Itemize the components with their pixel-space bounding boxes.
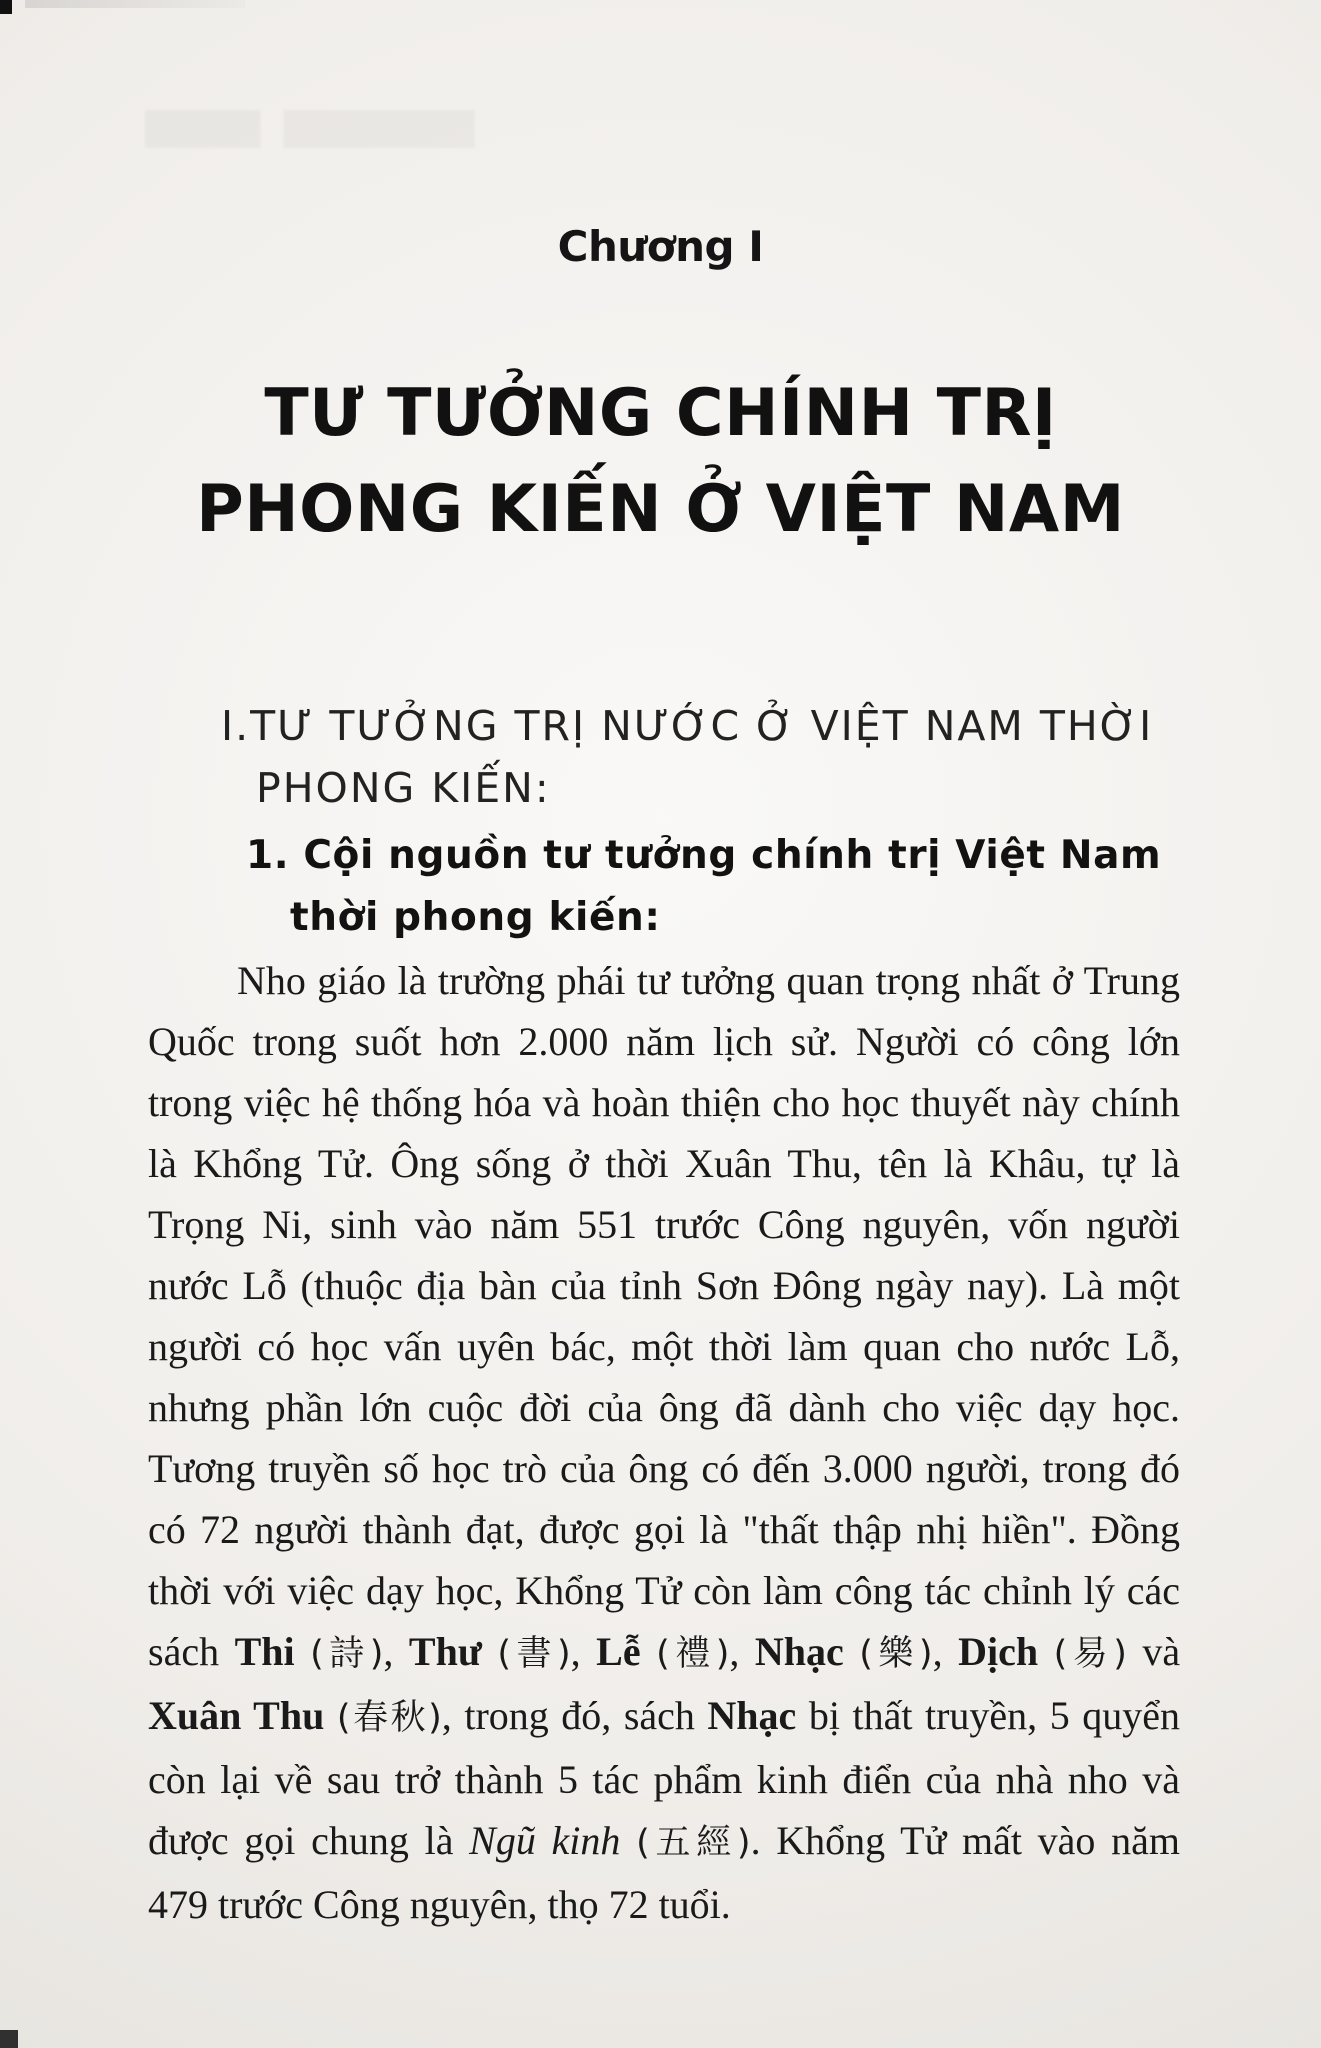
paragraph-line: nước Lỗ (thuộc địa bàn của tỉnh Sơn Đông ngày nay). Là một: [148, 1263, 1180, 1308]
book-title-thu: Thư: [408, 1629, 482, 1674]
paragraph-line: thời với việc dạy học, Khổng Tử còn làm công tác chỉnh lý các: [148, 1568, 1180, 1613]
section-heading-line-1: I.TƯ TƯỞNG TRỊ NƯỚC Ở VIỆT NAM THỜI: [221, 702, 1154, 750]
chinese-characters: (春秋): [336, 1698, 442, 1738]
book-title-nhac: Nhạc: [707, 1693, 797, 1738]
bleed-through-text: [145, 110, 475, 148]
chapter-title: [0, 366, 1321, 558]
text-run: ,: [729, 1629, 755, 1674]
text-run: sách: [148, 1629, 235, 1674]
text-run: và: [1126, 1629, 1181, 1674]
scan-shadow-mark: [25, 0, 245, 8]
paragraph-line: người có học vấn uyên bác, một thời làm quan cho nước Lỗ,: [148, 1324, 1180, 1369]
chinese-characters: (禮): [656, 1634, 730, 1674]
chinese-characters: (易): [1053, 1634, 1127, 1674]
chapter-title-line-2: PHONG KIẾN Ở VIỆT NAM: [196, 472, 1125, 547]
body-paragraph: [148, 950, 1180, 1935]
chapter-title-line-1: TƯ TƯỞNG CHÍNH TRỊ: [264, 376, 1057, 451]
chapter-label: Chương I: [557, 222, 764, 271]
text-run: , trong đó, sách: [441, 1693, 708, 1738]
book-title-le: Lễ: [596, 1629, 641, 1674]
chinese-characters: (樂): [859, 1634, 933, 1674]
paragraph-line-ngu-kinh: [148, 1810, 1180, 1874]
paragraph-line-xuan-thu: [148, 1685, 1180, 1749]
text-run: ,: [383, 1629, 409, 1674]
chinese-characters: (書): [497, 1634, 571, 1674]
subsection-heading: [246, 825, 1246, 949]
paragraph-line: Tương truyền số học trò của ông có đến 3.000 người, trong đó: [148, 1446, 1180, 1491]
paragraph-line: nhưng phần lớn cuộc đời của ông đã dành cho việc dạy học.: [148, 1385, 1180, 1430]
book-title-ngu-kinh: Ngũ kinh: [469, 1818, 621, 1863]
book-title-thi: Thi: [234, 1629, 295, 1674]
section-heading-line-2: PHONG KIẾN:: [256, 764, 551, 812]
book-title-xuan-thu: Xuân Thu: [148, 1693, 325, 1738]
paragraph-line: Quốc trong suốt hơn 2.000 năm lịch sử. Người có công lớn: [148, 1019, 1180, 1064]
paragraph-line: 479 trước Công nguyên, thọ 72 tuổi.: [148, 1882, 731, 1927]
paragraph-line: có 72 người thành đạt, được gọi là "thất thập nhị hiền". Đồng: [148, 1507, 1180, 1552]
book-title-dich: Dịch: [958, 1629, 1039, 1674]
text-run: được gọi chung là: [148, 1818, 470, 1863]
subsection-heading-line-2: thời phong kiến:: [290, 895, 661, 940]
text-run: . Khổng Tử mất vào năm: [750, 1818, 1181, 1863]
paragraph-line: trong việc hệ thống hóa và hoàn thiện cho học thuyết này chính: [148, 1080, 1180, 1125]
paragraph-line: Nho giáo là trường phái tư tưởng quan trọng nhất ở Trung: [237, 958, 1180, 1003]
chinese-characters: (詩): [310, 1634, 384, 1674]
subsection-heading-line-1: 1. Cội nguồn tư tưởng chính trị Việt Nam: [246, 833, 1162, 878]
paragraph-line: còn lại về sau trở thành 5 tác phẩm kinh điển của nhà nho và: [148, 1757, 1180, 1802]
text-run: ,: [932, 1629, 959, 1674]
scan-corner-mark: [0, 2030, 18, 2048]
paragraph-line: Trọng Ni, sinh vào năm 551 trước Công nguyên, vốn người: [148, 1202, 1180, 1247]
text-run: ,: [570, 1629, 597, 1674]
paragraph-line-classics: [148, 1621, 1180, 1685]
text-run: bị thất truyền, 5 quyển: [796, 1693, 1180, 1738]
book-title-nhac: Nhạc: [754, 1629, 844, 1674]
paragraph-line: là Khổng Tử. Ông sống ở thời Xuân Thu, tên là Khâu, tự là: [148, 1141, 1180, 1186]
scan-edge-mark: [0, 0, 12, 14]
section-heading: [221, 695, 1181, 819]
chinese-characters: (五經): [636, 1823, 751, 1863]
